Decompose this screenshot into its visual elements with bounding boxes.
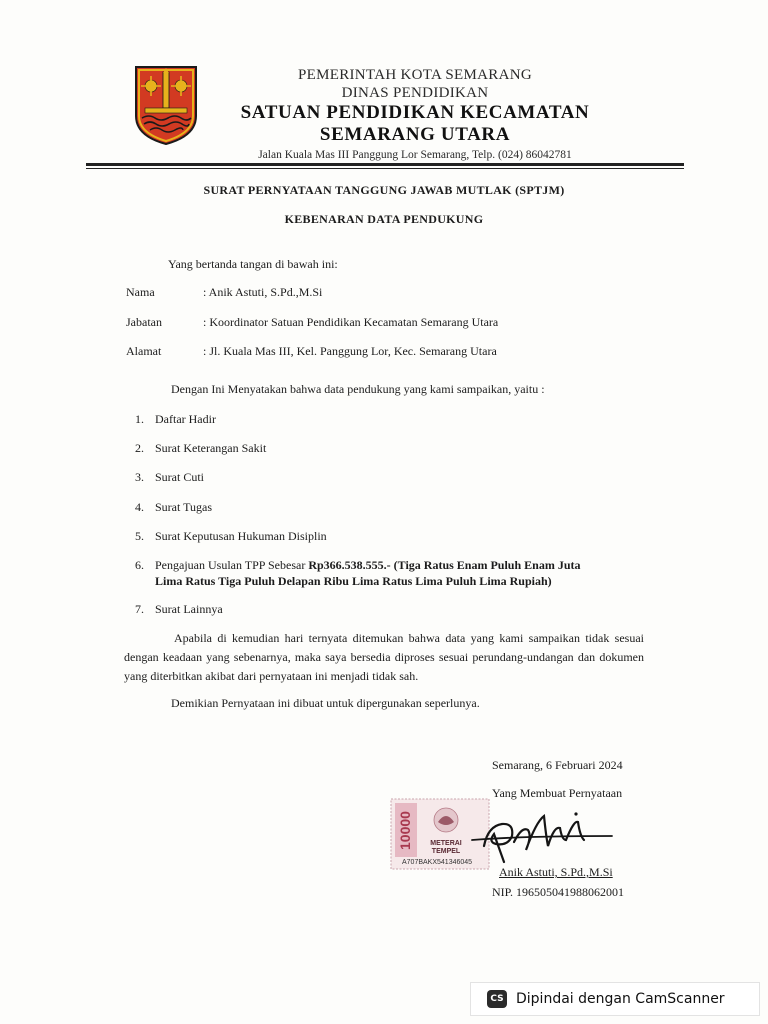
list-item: Daftar Hadir — [155, 412, 216, 426]
signature-place-date: Semarang, 6 Februari 2024 — [492, 758, 623, 772]
list-item: Surat Cuti — [155, 470, 205, 484]
letterhead-address: Jalan Kuala Mas III Panggung Lor Semarang, Telp. (024) 86042781 — [258, 149, 572, 161]
identity-label-position: Jabatan — [126, 315, 162, 329]
identity-value-position: : Koordinator Satuan Pendidikan Kecamatan Semarang Utara — [203, 315, 499, 329]
list-number: 2. — [135, 441, 144, 455]
signatory-nip: NIP. 196505041988062001 — [492, 885, 625, 899]
signatory-name: Anik Astuti, S.Pd.,M.Si — [499, 865, 613, 879]
closing-remark: Demikian Pernyataan ini dibuat untuk dipergunakan seperlunya. — [171, 696, 480, 710]
camscanner-text: Dipindai dengan CamScanner — [516, 991, 725, 1007]
letterhead-divider — [86, 163, 684, 166]
identity-label-name: Nama — [126, 285, 155, 299]
letterhead-district: SEMARANG UTARA — [319, 124, 511, 145]
tpp-prefix: Pengajuan Usulan TPP Sebesar — [155, 558, 309, 572]
list-item-tpp — [155, 557, 581, 573]
tpp-amount-line1: Rp366.538.555.- (Tiga Ratus Enam Puluh Enam Juta — [308, 558, 581, 572]
letterhead-government: PEMERINTAH KOTA SEMARANG — [298, 67, 532, 83]
camscanner-icon: CS — [487, 990, 507, 1008]
identity-value-address: : Jl. Kuala Mas III, Kel. Panggung Lor, Kec. Semarang Utara — [203, 344, 497, 358]
document-title: SURAT PERNYATAAN TANGGUNG JAWAB MUTLAK (SPTJM) — [203, 183, 565, 197]
list-item: Surat Keputusan Hukuman Disiplin — [155, 529, 327, 543]
signature-role: Yang Membuat Pernyataan — [492, 786, 623, 800]
tpp-amount-line2: Lima Ratus Tiga Puluh Delapan Ribu Lima Ratus Lima Puluh Lima Rupiah) — [155, 574, 552, 588]
list-number: 7. — [135, 602, 144, 616]
document-subtitle: KEBENARAN DATA PENDUKUNG — [284, 212, 484, 226]
letterhead — [200, 66, 630, 163]
letterhead-agency: DINAS PENDIDIKAN — [341, 85, 489, 101]
list-item: Surat Tugas — [155, 500, 213, 514]
list-number: 6. — [135, 558, 144, 572]
identity-value-name: : Anik Astuti, S.Pd.,M.Si — [203, 285, 323, 299]
closing-paragraph — [124, 629, 644, 686]
letterhead-unit: SATUAN PENDIDIKAN KECAMATAN — [240, 102, 590, 123]
list-number: 1. — [135, 412, 144, 426]
closing-paragraph-text: Apabila di kemudian hari ternyata ditemukan bahwa data yang kami sampaikan tidak sesuai dengan keadaan yang sebenarnya, maka saya bersedia diproses sesuai perundang-undangan dan dokumen yang diterbitkan akibat dari pernyataan ini menjadi tidak sah. — [124, 631, 644, 683]
identity-label-address: Alamat — [126, 344, 162, 358]
camscanner-badge — [470, 982, 760, 1016]
list-number: 3. — [135, 470, 144, 484]
list-item: Surat Lainnya — [155, 602, 223, 616]
stamp-label-meterai: METERAI — [430, 840, 462, 847]
stamp-serial: A707BAKX541346045 — [402, 859, 473, 866]
stamp-value: 10000 — [397, 811, 413, 850]
handwritten-signature — [462, 806, 622, 864]
intro-text: Yang bertanda tangan di bawah ini: — [168, 257, 338, 271]
letterhead-divider-thin — [86, 168, 684, 169]
list-item: Surat Keterangan Sakit — [155, 441, 267, 455]
statement-text: Dengan Ini Menyatakan bahwa data pendukung yang kami sampaikan, yaitu : — [171, 382, 545, 396]
list-number: 5. — [135, 529, 144, 543]
list-number: 4. — [135, 500, 144, 514]
stamp-label-tempel: TEMPEL — [431, 848, 461, 855]
semarang-city-crest-icon — [133, 64, 199, 146]
